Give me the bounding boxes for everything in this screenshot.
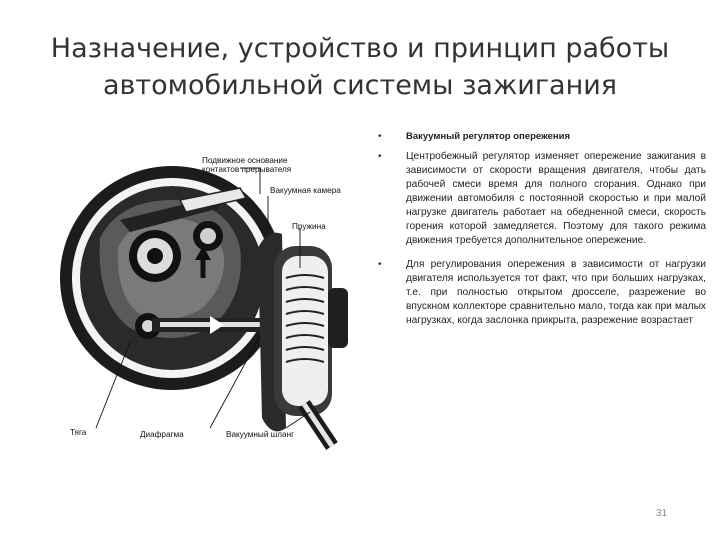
bullet-text: Вакуумный регулятор опережения	[406, 131, 571, 142]
title-line-1: Назначение, устройство и принцип работы	[50, 33, 670, 64]
moving-base-label-line-2: контактов прерывателя	[202, 165, 292, 174]
spring-label: Пружина	[292, 222, 326, 231]
moving-base-label	[202, 156, 291, 174]
vacuum-advance-drawing	[60, 128, 380, 450]
bullet-list	[378, 130, 706, 328]
vacuum-advance-diagram	[60, 128, 380, 450]
diaphragm-label: Диафрагма	[140, 430, 184, 439]
slide-title	[40, 30, 680, 104]
title-line-2: автомобильной системы зажигания	[102, 70, 618, 101]
moving-base-label-line-1: Подвижное основание	[202, 156, 288, 165]
bullet-item	[378, 258, 706, 328]
vacuum-hose-label: Вакуумный шланг	[226, 430, 295, 439]
bullet-item	[378, 130, 706, 144]
bullet-marker: •	[378, 151, 382, 162]
bullet-text: Центробежный регулятор изменяет опережение зажигания в зависимости от скорости вращения двигателя, чтобы дать рабочей смеси время для полного сгорания. Однако при движении автомобиля с постоянной скоростью и при малой нагрузке двигатель работает на обедненной смеси, скорость горения которой замедляется. Поэтому для такого режима движения требуется дополнительное опережение.	[406, 151, 706, 246]
bullet-marker: •	[378, 131, 382, 142]
page-number: 31	[656, 508, 668, 519]
rod-label: Тяга	[70, 428, 87, 437]
bullet-item	[378, 150, 706, 248]
vacuum-chamber-label: Вакуумная камера	[270, 186, 341, 195]
bullet-marker: •	[378, 259, 382, 270]
bullet-text: Для регулирования опережения в зависимости от нагрузки двигателя используется тот факт, что при больших нагрузках, т.е. при полностью открытом дросселе, разрежение во впускном коллекторе сравнительно мало, тогда как при малых нагрузках, когда заслонка прикрыта, разрежение возрастает	[406, 259, 706, 326]
